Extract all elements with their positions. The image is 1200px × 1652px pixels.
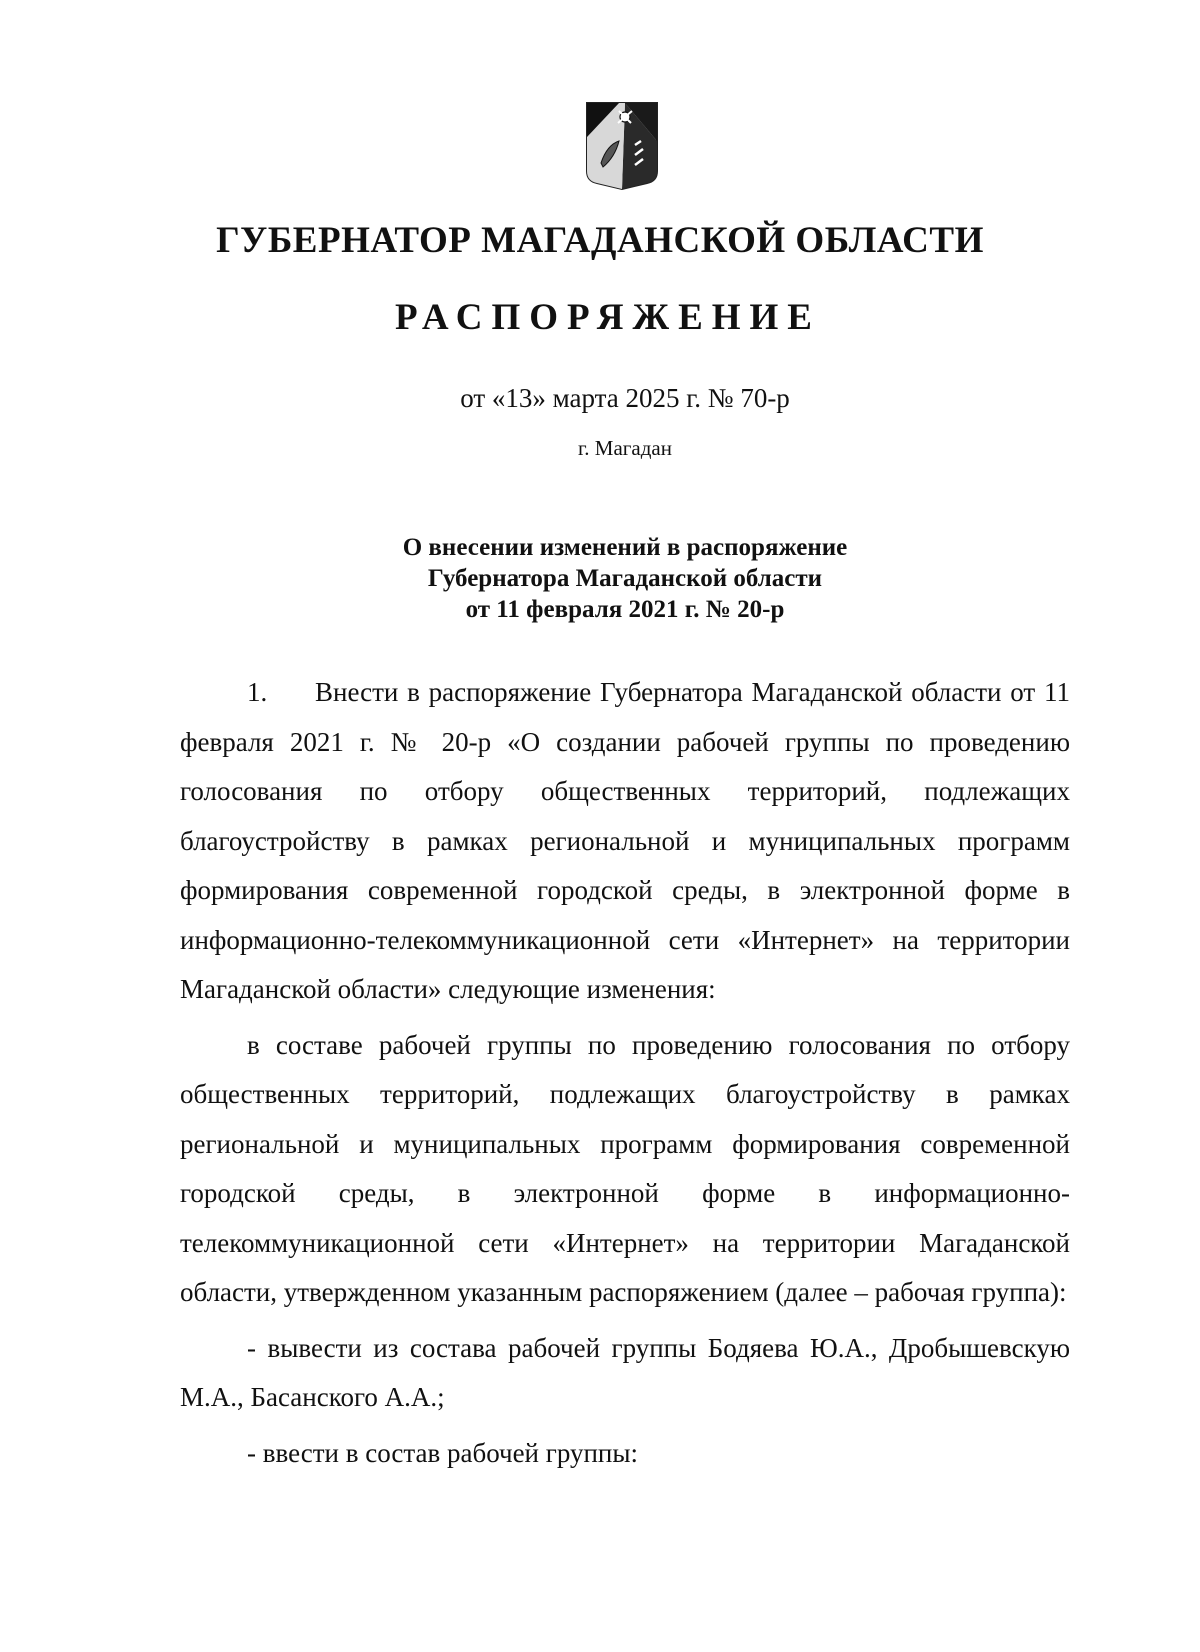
document-date-number: от «13» марта 2025 г. № 70-р bbox=[460, 383, 790, 413]
subject-line: от 11 февраля 2021 г. № 20-р bbox=[465, 596, 785, 623]
body-paragraph: в составе рабочей группы по проведению голосования по отбору общественных территорий, подлежащих благоустройству в рамках региональной и муниципальных программ формирования современной городской среды, в электронной форме в информационно-телекоммуникационной сети «Интернет» на территории Магаданской области, утвержденном указанным распоряжением (далее – рабочая группа): bbox=[180, 1029, 1070, 1307]
numbered-paragraph bbox=[180, 668, 1070, 1015]
coat-of-arms-icon bbox=[585, 101, 659, 191]
subject-line: О внесении изменений в распоряжение bbox=[402, 534, 848, 561]
organization-title: ГУБЕРНАТОР МАГАДАНСКОЙ ОБЛАСТИ bbox=[216, 220, 984, 261]
document-type-title: РАСПОРЯЖЕНИЕ bbox=[394, 297, 821, 338]
list-item: - ввести в состав рабочей группы: bbox=[247, 1437, 639, 1468]
paragraph-text: Внести в распоряжение Губернатора Магаданской области от 11 февраля 2021 г. № 20-р «О создании рабочей группы по проведению голосования по отбору общественных территорий, подлежащих благоустройству в рамках региональной и муниципальных программ формирования современной городской среды, в электронной форме в информационно-телекоммуникационной сети «Интернет» на территории Магаданской области» следующие изменения: bbox=[180, 677, 1070, 1004]
paragraph-number: 1. bbox=[247, 677, 268, 707]
list-item: - вывести из состава рабочей группы Бодяева Ю.А., Дробышевскую М.А., Басанского А.А.; bbox=[180, 1332, 1070, 1412]
document-city: г. Магадан bbox=[578, 436, 672, 460]
subject-line: Губернатора Магаданской области bbox=[427, 565, 823, 592]
document-body bbox=[180, 668, 1070, 1484]
document-subject bbox=[25, 532, 1200, 625]
